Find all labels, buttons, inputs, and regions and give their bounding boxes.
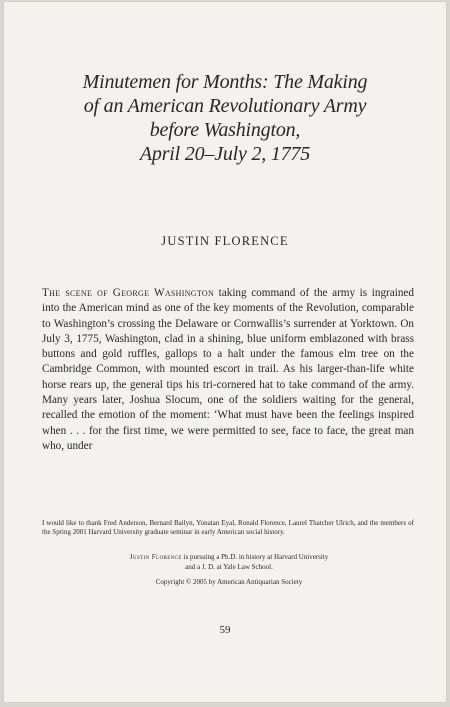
article-body xyxy=(42,286,414,454)
author-bio xyxy=(64,552,394,572)
bio-line xyxy=(64,552,394,562)
article-title xyxy=(34,70,416,166)
title-line: of an American Revolutionary Army xyxy=(83,95,367,117)
copyright-notice: Copyright © 2005 by American Antiquarian Society xyxy=(155,578,303,586)
title-line: Minutemen for Months: The Making xyxy=(82,71,368,93)
title-line: April 20–July 2, 1775 xyxy=(139,143,311,165)
bio-author-name: Justin Florence xyxy=(129,553,182,561)
body-paragraph-text: taking command of the army is ingrained into the American mind as one of the key moments of the Revolution, comparable to Washington’s crossing the Delaware or Cornwallis’s surrender at Yorktown. On July 3, 1775, Washington, clad in a shining, blue uniform emblazoned with brass buttons and gold ruffles, gallops to a halt under the famous elm tree on the Cambridge Common, with mounted escort in trail. As his larger-than-life white horse rears up, the general tips his tri-cornered hat to take command of the army. Many years later, Joshua Slocum, one of the soldiers waiting for the general, recalled the emotion of the moment: ‘What must have been the feelings inspired when . . . for the first time, we were permitted to see, face to face, the great man who, under xyxy=(42,287,414,452)
acknowledgment-footnote: I would like to thank Fred Anderson, Bernard Bailyn, Yonatan Eyal, Ronald Florence, Laurel Thatcher Ulrich, and the members of the Spring 2001 Harvard University graduate seminar in early American social history. xyxy=(42,519,414,537)
author-name: JUSTIN FLORENCE xyxy=(161,234,289,248)
bio-line-2: and a J. D. at Yale Law School. xyxy=(185,563,273,571)
page-number: 59 xyxy=(219,624,231,636)
journal-page xyxy=(4,2,446,702)
title-line: before Washington, xyxy=(149,119,301,141)
bio-text: is pursuing a Ph.D. in history at Harvard University xyxy=(181,553,329,561)
body-paragraph xyxy=(42,286,414,454)
body-lead-in: The scene of George Washington xyxy=(42,287,215,299)
